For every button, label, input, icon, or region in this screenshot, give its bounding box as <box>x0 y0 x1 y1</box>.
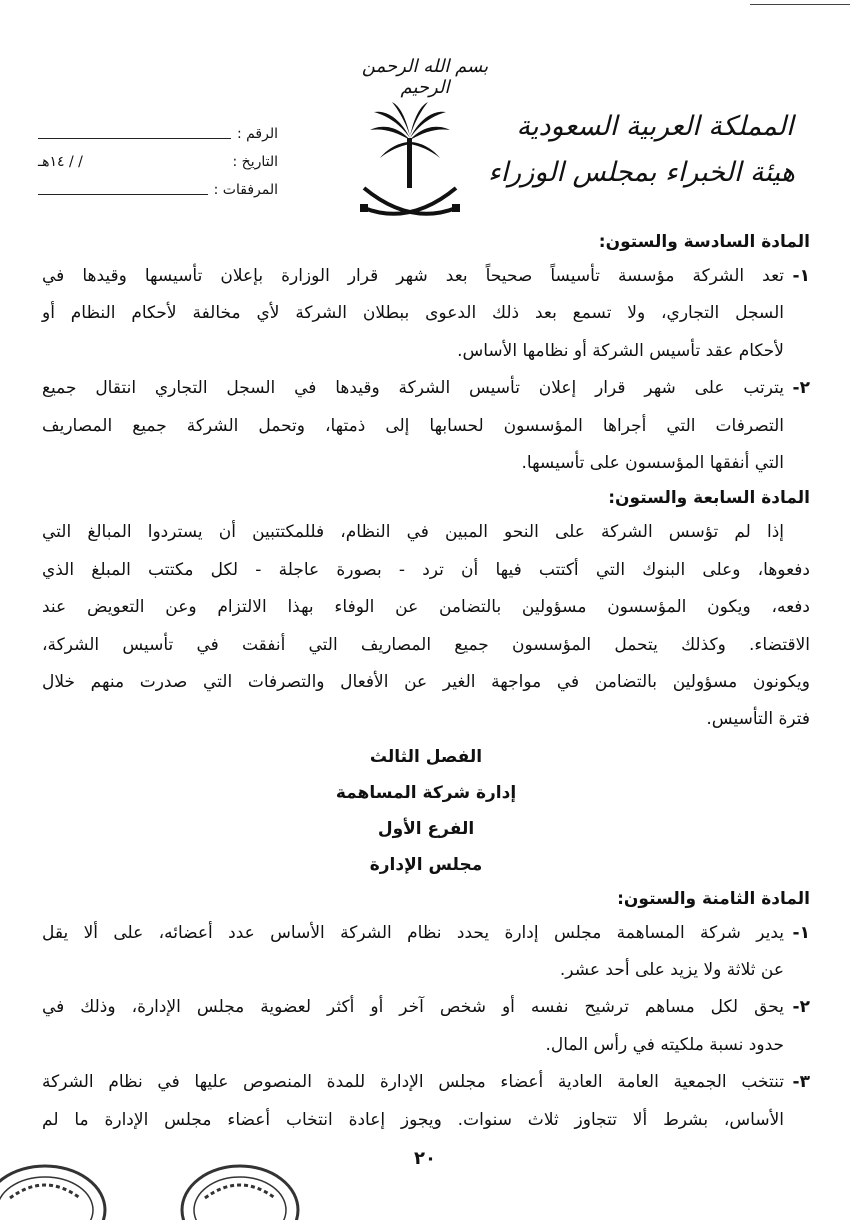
article-68-item-2 <box>42 989 810 1064</box>
item-number: ٣- <box>792 1072 810 1093</box>
text-line: التصرفات التي أجراها المؤسسون لحسابها إلى ذمتها، وتحمل الشركة جميع المصاريف <box>42 415 784 436</box>
text-line: فترة التأسيس. <box>706 709 810 730</box>
document-body <box>42 226 810 1139</box>
text-line: التي أنفقها المؤسسون على تأسيسها. <box>521 452 784 473</box>
chapter-title: الفصل الثالث <box>369 746 483 767</box>
attachments-line <box>38 194 208 195</box>
article-68-heading: المادة الثامنة والستون: <box>617 888 810 909</box>
article-66-item-2 <box>42 370 810 482</box>
palm-swords-emblem-icon <box>360 100 460 228</box>
text-line: دفعوها، وعلى البنوك التي أكتتب فيها أن ترد - بصورة عاجلة - لكل مكتتب المبلغ الذي <box>42 559 810 580</box>
text-line: الأساس، بشرط ألا تتجاوز ثلاث سنوات. ويجوز إعادة انتخاب أعضاء مجلس الإدارة ما لم <box>42 1109 784 1130</box>
ref-label: الرقم : <box>236 126 278 142</box>
attachments-row <box>38 172 278 200</box>
kingdom-header <box>487 104 795 196</box>
item-number: ٢- <box>792 378 810 399</box>
article-67-heading: المادة السابعة والستون: <box>608 488 810 509</box>
basmala: بسم الله الرحمن الرحيم <box>361 56 489 98</box>
chapter-subject: إدارة شركة المساهمة <box>335 782 517 803</box>
text-line: السجل التجاري، ولا تسمع بعد ذلك الدعوى ببطلان الشركة لأي مخالفة لأحكام النظام أو <box>42 303 784 324</box>
kingdom-name: المملكة العربية السعودية <box>516 111 794 142</box>
page-number: ٢٠ <box>414 1148 436 1169</box>
article-68-item-1 <box>42 915 810 990</box>
chapter-titles <box>42 739 810 883</box>
text-line: تعد الشركة مؤسسة تأسيساً صحيحاً بعد شهر قرار الوزارة بإعلان تأسيسها وقيدها في <box>42 266 784 286</box>
corner-rule <box>750 4 850 5</box>
text-line: إذا لم تؤسس الشركة على النحو المبين في النظام، فللمكتتبين أن يستردوا المبالغ التي <box>42 522 784 543</box>
date-value: / / ١٤هـ <box>38 154 83 170</box>
text-line: لأحكام عقد تأسيس الشركة أو نظامها الأساس. <box>457 340 784 361</box>
article-66-heading: المادة السادسة والستون: <box>598 232 810 252</box>
reference-block <box>38 116 278 200</box>
text-line: يحق لكل مساهم ترشيح نفسه أو شخص آخر أو أكثر لعضوية مجلس الإدارة، وذلك في <box>42 997 784 1018</box>
date-row <box>38 144 278 172</box>
article-68-item-3 <box>42 1064 810 1139</box>
branch-title: الفرع الأول <box>377 818 475 839</box>
text-line: يدير شركة المساهمة مجلس إدارة يحدد نظام الشركة الأساس عدد أعضائه، على ألا يقل <box>42 922 784 943</box>
text-line: ويكونون مسؤولين بالتضامن في مواجهة الغير عن الأفعال والتصرفات التي صدرت منهم خلال <box>42 671 810 692</box>
official-seal-icon <box>0 1160 110 1220</box>
ref-row <box>38 116 278 144</box>
text-line: يترتب على شهر قرار إعلان تأسيس الشركة وقيدها في السجل التجاري انتقال جميع <box>42 378 784 399</box>
item-number: ١- <box>792 922 810 943</box>
branch-subject: مجلس الإدارة <box>369 854 483 875</box>
text-line: حدود نسبة ملكيته في رأس المال. <box>545 1034 784 1055</box>
text-line: دفعه، ويكون المؤسسون مسؤولين بالتضامن عن الوفاء بهذا الالتزام وعن التعويض عند <box>42 597 810 618</box>
agency-name: هيئة الخبراء بمجلس الوزراء <box>487 157 795 188</box>
item-number: ٢- <box>792 997 810 1018</box>
text-line: تنتخب الجمعية العامة العادية أعضاء مجلس الإدارة للمدة المنصوص عليها في نظام الشركة <box>42 1072 784 1093</box>
date-label: التاريخ : <box>232 154 278 170</box>
article-66-item-1 <box>42 258 810 370</box>
ref-line <box>38 138 231 139</box>
text-line: عن ثلاثة ولا يزيد على أحد عشر. <box>559 960 784 981</box>
item-number: ١- <box>792 266 810 286</box>
text-line: الاقتضاء. وكذلك يتحمل المؤسسون جميع المصاريف التي أنفقت في تأسيس الشركة، <box>42 634 810 655</box>
official-seal-icon <box>175 1160 305 1220</box>
attachments-label: المرفقات : <box>213 182 278 198</box>
article-67-paragraph <box>42 514 810 738</box>
